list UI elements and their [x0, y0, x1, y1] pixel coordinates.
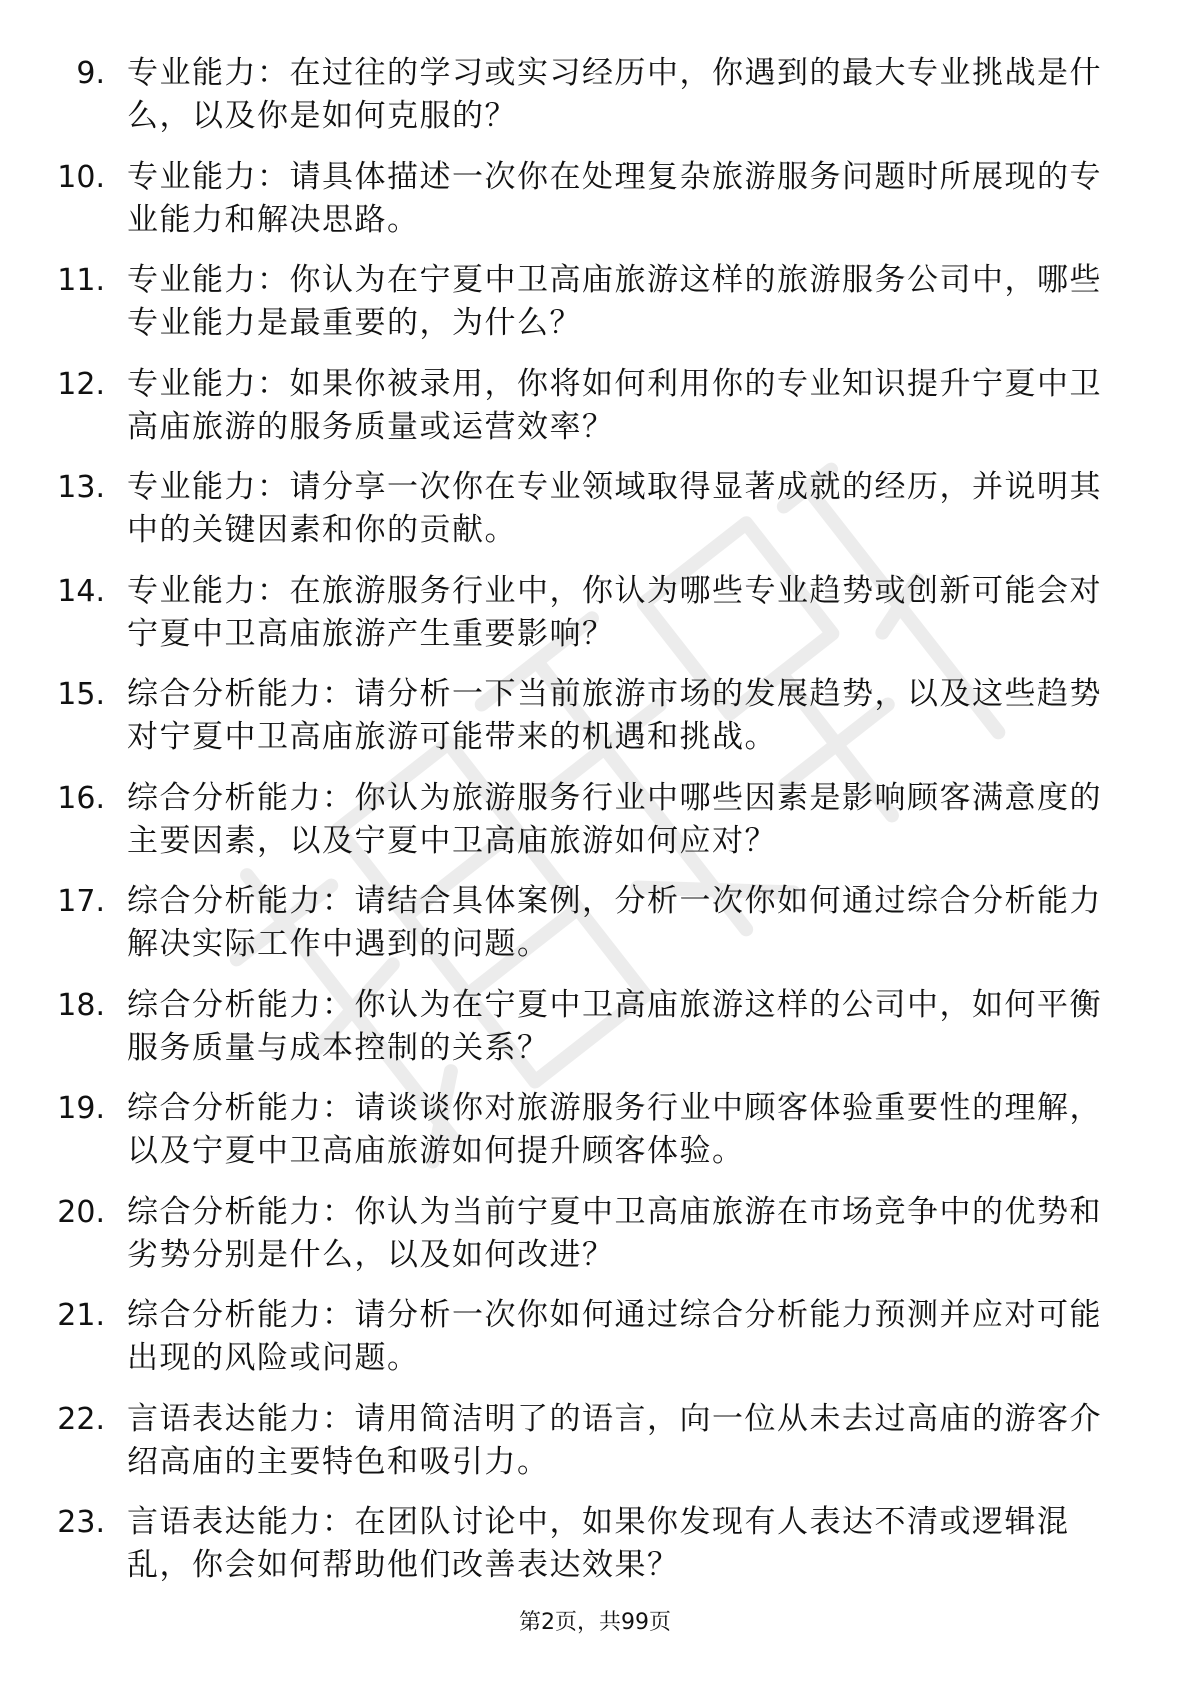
question-number: 13. — [57, 470, 105, 505]
question-number: 12. — [57, 366, 105, 402]
question-text: 综合分析能力：你认为当前宁夏中卫高庙旅游在市场竞争中的优势和劣势分别是什么，以及如何改进？ — [127, 1193, 1102, 1273]
question-item — [0, 876, 1190, 980]
question-text: 综合分析能力：请谈谈你对旅游服务行业中顾客体验重要性的理解，以及宁夏中卫高庙旅游如何提升顾客体验。 — [127, 1090, 1102, 1169]
question-item — [0, 359, 1190, 463]
question-number: 21. — [57, 1298, 105, 1333]
question-text: 专业能力：如果你被录用，你将如何利用你的专业知识提升宁夏中卫高庙旅游的服务质量或运营效率？ — [127, 365, 1102, 445]
question-text: 综合分析能力：请分析一下当前旅游市场的发展趋势，以及这些趋势对宁夏中卫高庙旅游可能带来的机遇和挑战。 — [127, 676, 1102, 755]
question-item — [0, 980, 1190, 1084]
question-text: 专业能力：在旅游服务行业中，你认为哪些专业趋势或创新可能会对宁夏中卫高庙旅游产生重要影响？ — [127, 572, 1102, 652]
question-number: 19. — [57, 1091, 105, 1126]
question-number: 22. — [57, 1401, 105, 1437]
question-number: 10. — [57, 159, 105, 195]
question-text: 综合分析能力：请分析一次你如何通过综合分析能力预测并应对可能出现的风险或问题。 — [127, 1297, 1102, 1376]
question-number: 18. — [57, 987, 105, 1023]
question-number: 16. — [57, 780, 105, 816]
question-text: 言语表达能力：请用简洁明了的语言，向一位从未去过高庙的游客介绍高庙的主要特色和吸引力。 — [127, 1400, 1102, 1480]
question-text: 综合分析能力：请结合具体案例，分析一次你如何通过综合分析能力解决实际工作中遇到的问题。 — [127, 883, 1102, 962]
question-number: 17. — [57, 884, 105, 919]
question-text: 言语表达能力：在团队讨论中，如果你发现有人表达不清或逻辑混乱，你会如何帮助他们改善表达效果？ — [127, 1504, 1070, 1583]
question-number: 9. — [76, 56, 105, 91]
question-item — [0, 1394, 1190, 1498]
question-item — [0, 152, 1190, 256]
question-text: 专业能力：请具体描述一次你在处理复杂旅游服务问题时所展现的专业能力和解决思路。 — [127, 158, 1102, 238]
question-text: 专业能力：请分享一次你在专业领域取得显著成就的经历，并说明其中的关键因素和你的贡献。 — [127, 469, 1102, 548]
question-number: 20. — [57, 1194, 105, 1230]
question-number: 14. — [57, 573, 105, 609]
question-item — [0, 1083, 1190, 1187]
question-number: 15. — [57, 677, 105, 712]
question-item — [0, 255, 1190, 359]
page-footer — [0, 1608, 1190, 1638]
question-list — [0, 48, 1190, 1601]
question-text: 综合分析能力：你认为旅游服务行业中哪些因素是影响顾客满意度的主要因素，以及宁夏中卫高庙旅游如何应对？ — [127, 779, 1102, 859]
question-item — [0, 1497, 1190, 1601]
question-item — [0, 669, 1190, 773]
question-item — [0, 1187, 1190, 1291]
question-item — [0, 48, 1190, 152]
question-number: 23. — [57, 1505, 105, 1540]
page-number-label: 第2页，共99页 — [519, 1610, 671, 1635]
question-text: 专业能力：在过往的学习或实习经历中，你遇到的最大专业挑战是什么，以及你是如何克服的？ — [127, 55, 1102, 134]
question-item — [0, 566, 1190, 670]
question-text: 综合分析能力：你认为在宁夏中卫高庙旅游这样的公司中，如何平衡服务质量与成本控制的关系？ — [127, 986, 1102, 1066]
question-item — [0, 462, 1190, 566]
question-item — [0, 1290, 1190, 1394]
question-number: 11. — [57, 263, 105, 298]
question-item — [0, 773, 1190, 877]
question-text: 专业能力：你认为在宁夏中卫高庙旅游这样的旅游服务公司中，哪些专业能力是最重要的，为什么？ — [127, 262, 1102, 341]
